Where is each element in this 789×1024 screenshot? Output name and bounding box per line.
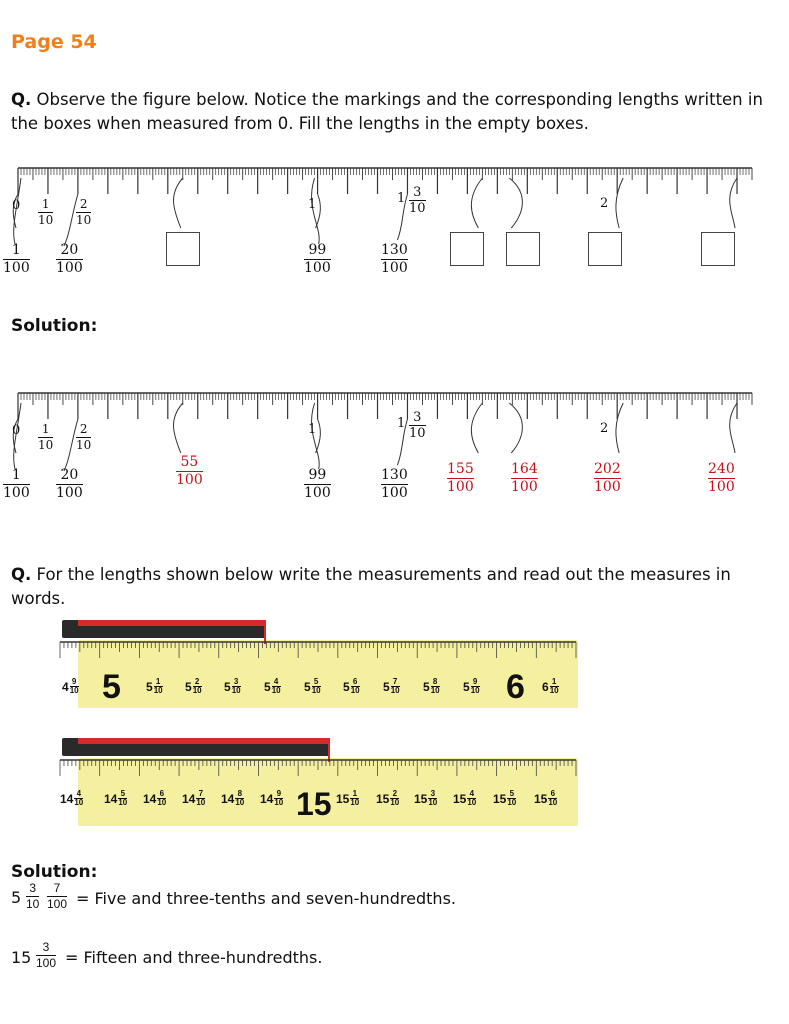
tape-mark-label: 6 1 10	[542, 677, 559, 695]
connector-curve	[730, 403, 737, 453]
answer-164-100: 164 100	[511, 461, 538, 495]
answer-text-1: = Five and three-tenths and seven-hundredths.	[76, 889, 456, 908]
tape-mark-label: 5 2 10	[185, 677, 202, 695]
value-20-100: 20 100	[56, 467, 83, 501]
fraction-3-100: 3 100	[36, 940, 57, 970]
tape-mark-label: 5 5 10	[304, 677, 321, 695]
value-20-100: 20 100	[56, 242, 83, 276]
fraction-7-100: 7 100	[47, 881, 68, 911]
question-text: Observe the figure below. Notice the markings and the corresponding lengths written in the boxes when measured from 0. Fill the lengths in the empty boxes.	[11, 90, 763, 133]
tape-mark-label: 14 4 10	[60, 789, 84, 807]
fraction-2-10: 2 10	[76, 197, 92, 227]
connector-curve	[471, 403, 482, 453]
tape-measure-1	[58, 612, 578, 712]
fraction-1-10: 1 10	[38, 422, 54, 452]
tape-big-number: 6	[506, 668, 525, 706]
question-2	[11, 563, 786, 611]
connector-curve	[509, 403, 522, 453]
fraction-1-10: 1 10	[38, 197, 54, 227]
question-1	[11, 88, 786, 136]
answer-155-100: 155 100	[447, 461, 474, 495]
fraction-3-10: 3 10	[409, 185, 426, 216]
tape-mark-label: 14 9 10	[260, 789, 284, 807]
tape-mark-label: 5 3 10	[224, 677, 241, 695]
tape-mark-label: 5 9 10	[463, 677, 480, 695]
tape-mark-label: 14 5 10	[104, 789, 128, 807]
answer-box[interactable]	[166, 232, 200, 266]
answer-box[interactable]	[701, 232, 735, 266]
ruler-one-label: 1	[308, 422, 317, 437]
value-99-100: 99 100	[304, 467, 331, 501]
solution-heading: Solution:	[11, 862, 98, 882]
value-99-100: 99 100	[304, 242, 331, 276]
mixed-whole: 1	[397, 416, 406, 431]
tape-mark-label: 15 1 10	[336, 789, 360, 807]
page-title: Page 54	[11, 31, 97, 53]
tape-ticks	[58, 612, 578, 712]
question-label: Q.	[11, 565, 32, 584]
ruler-zero-label: 0	[12, 423, 21, 438]
tape-mark-label: 14 6 10	[143, 789, 167, 807]
connector-curve	[174, 403, 183, 453]
answer-box[interactable]	[450, 232, 484, 266]
tape-mark-label: 14 7 10	[182, 789, 206, 807]
solution-heading: Solution:	[11, 316, 98, 336]
mixed-whole: 5	[11, 888, 22, 907]
mixed-whole: 1	[397, 191, 406, 206]
ruler-one-label: 1	[308, 197, 317, 212]
tape-mark-label: 15 6 10	[534, 789, 558, 807]
question-label: Q.	[11, 90, 32, 109]
value-130-100: 130 100	[381, 242, 408, 276]
value-1-100: 1 100	[3, 242, 30, 276]
answer-box[interactable]	[588, 232, 622, 266]
answer-box[interactable]	[506, 232, 540, 266]
connector-curve	[730, 178, 737, 228]
fraction-3-10: 3 10	[409, 410, 426, 441]
answer-202-100: 202 100	[594, 461, 621, 495]
question-text: For the lengths shown below write the measurements and read out the measures in words.	[11, 565, 731, 608]
tape-mark-label: 5 4 10	[264, 677, 281, 695]
connector-curve	[471, 178, 482, 228]
tape-mark-label: 5 1 10	[146, 677, 163, 695]
answer-55-100: 55 100	[176, 454, 203, 488]
tape-mark-label: 15 2 10	[376, 789, 400, 807]
tape-big-number: 15	[296, 786, 332, 822]
ruler-two-label: 2	[600, 421, 609, 436]
tape-mark-label: 14 8 10	[221, 789, 245, 807]
connector-curve	[174, 178, 183, 228]
answer-text-2: = Fifteen and three-hundredths.	[65, 948, 323, 967]
tape-mark-label: 15 3 10	[414, 789, 438, 807]
tape-mark-label: 5 8 10	[423, 677, 440, 695]
value-130-100: 130 100	[381, 467, 408, 501]
tape-mark-label: 4 9 10	[62, 677, 79, 695]
fraction-3-10: 3 10	[26, 881, 40, 911]
ruler-zero-label: 0	[12, 198, 21, 213]
connector-curve	[509, 178, 522, 228]
answer-line-1	[11, 888, 21, 907]
tape-mark-label: 5 7 10	[383, 677, 400, 695]
tape-big-number: 5	[102, 668, 121, 706]
tape-mark-label: 15 4 10	[453, 789, 477, 807]
tape-measure-2	[58, 730, 578, 830]
answer-240-100: 240 100	[708, 461, 735, 495]
tape-mark-label: 5 6 10	[343, 677, 360, 695]
fraction-2-10: 2 10	[76, 422, 92, 452]
mixed-whole: 15	[11, 948, 32, 967]
value-1-100: 1 100	[3, 467, 30, 501]
tape-mark-label: 15 5 10	[493, 789, 517, 807]
ruler-two-label: 2	[600, 196, 609, 211]
